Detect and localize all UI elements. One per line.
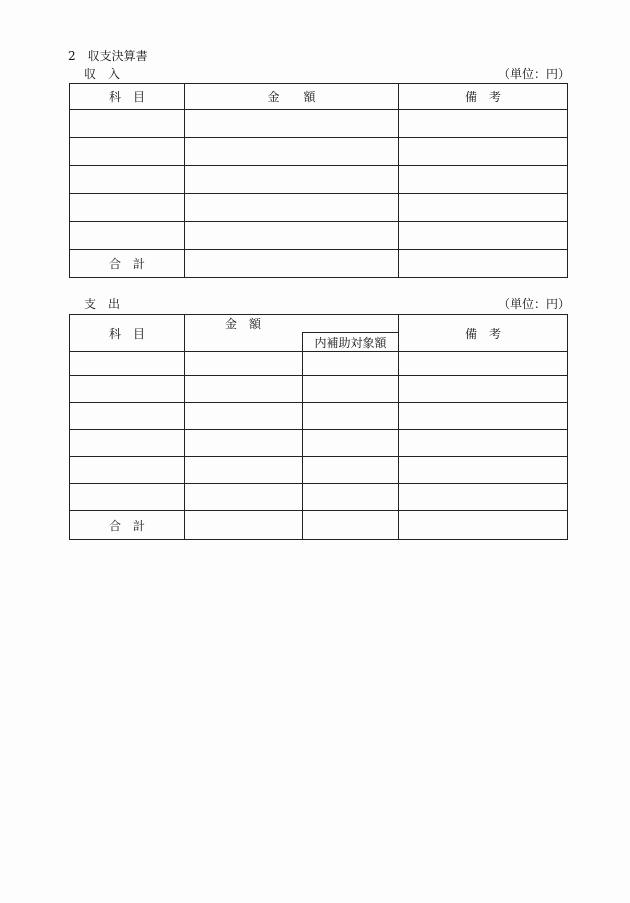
expense-cell-subsidy[interactable] — [303, 352, 399, 376]
expense-cell-amount[interactable] — [185, 430, 303, 457]
expense-unit: （単位：円） — [498, 297, 571, 311]
income-cell-amount[interactable] — [185, 194, 399, 222]
expense-cell-remarks[interactable] — [399, 376, 568, 403]
expense-cell-item[interactable] — [70, 403, 185, 430]
expense-row — [70, 484, 568, 511]
expense-row — [70, 430, 568, 457]
expense-cell-remarks[interactable] — [399, 403, 568, 430]
expense-header-amount-spacer — [185, 333, 303, 352]
income-cell-remarks[interactable] — [399, 194, 568, 222]
expense-cell-amount[interactable] — [185, 457, 303, 484]
expense-row — [70, 457, 568, 484]
expense-total-subsidy[interactable] — [303, 511, 399, 540]
expense-total-label: 合 計 — [70, 511, 185, 540]
expense-row — [70, 376, 568, 403]
income-total-amount[interactable] — [185, 250, 399, 278]
income-cell-remarks[interactable] — [399, 138, 568, 166]
income-cell-amount[interactable] — [185, 166, 399, 194]
expense-cell-remarks[interactable] — [399, 352, 568, 376]
income-header-remarks: 備 考 — [399, 84, 568, 110]
expense-cell-subsidy[interactable] — [303, 457, 399, 484]
expense-label: 支 出 — [84, 297, 121, 311]
income-cell-remarks[interactable] — [399, 110, 568, 138]
expense-cell-item[interactable] — [70, 352, 185, 376]
expense-cell-remarks[interactable] — [399, 430, 568, 457]
expense-total-remarks[interactable] — [399, 511, 568, 540]
income-cell-item[interactable] — [70, 110, 185, 138]
expense-cell-amount[interactable] — [185, 352, 303, 376]
income-cell-item[interactable] — [70, 222, 185, 250]
income-header-row — [70, 84, 568, 110]
income-total-remarks[interactable] — [399, 250, 568, 278]
income-cell-amount[interactable] — [185, 222, 399, 250]
expense-cell-amount[interactable] — [185, 376, 303, 403]
income-row — [70, 222, 568, 250]
expense-cell-subsidy[interactable] — [303, 376, 399, 403]
expense-header-amount: 金 額 — [185, 315, 399, 333]
expense-cell-remarks[interactable] — [399, 457, 568, 484]
income-row — [70, 194, 568, 222]
expense-cell-item[interactable] — [70, 484, 185, 511]
expense-row — [70, 352, 568, 376]
expense-cell-remarks[interactable] — [399, 484, 568, 511]
expense-header-remarks: 備 考 — [399, 315, 568, 352]
income-header-amount: 金 額 — [185, 84, 399, 110]
expense-row — [70, 403, 568, 430]
expense-table — [69, 314, 568, 540]
income-row — [70, 110, 568, 138]
income-total-label: 合 計 — [70, 250, 185, 278]
income-label: 収 入 — [84, 67, 121, 81]
expense-cell-subsidy[interactable] — [303, 430, 399, 457]
expense-header-item: 科 目 — [70, 315, 185, 352]
income-row — [70, 166, 568, 194]
expense-cell-amount[interactable] — [185, 403, 303, 430]
income-cell-remarks[interactable] — [399, 166, 568, 194]
income-unit: （単位：円） — [498, 67, 571, 81]
expense-total-row — [70, 511, 568, 540]
income-table — [69, 83, 568, 278]
income-cell-remarks[interactable] — [399, 222, 568, 250]
expense-cell-item[interactable] — [70, 376, 185, 403]
income-header-item: 科 目 — [70, 84, 185, 110]
income-cell-item[interactable] — [70, 166, 185, 194]
income-cell-amount[interactable] — [185, 138, 399, 166]
income-total-row — [70, 250, 568, 278]
expense-cell-subsidy[interactable] — [303, 403, 399, 430]
expense-header-row-top — [70, 315, 568, 333]
expense-cell-amount[interactable] — [185, 484, 303, 511]
expense-cell-item[interactable] — [70, 457, 185, 484]
income-cell-item[interactable] — [70, 138, 185, 166]
income-cell-item[interactable] — [70, 194, 185, 222]
expense-cell-subsidy[interactable] — [303, 484, 399, 511]
section-title: 2 収支決算書 — [68, 49, 148, 63]
income-row — [70, 138, 568, 166]
income-cell-amount[interactable] — [185, 110, 399, 138]
expense-total-amount[interactable] — [185, 511, 303, 540]
expense-header-subsidy: 内補助対象額 — [303, 333, 399, 352]
expense-cell-item[interactable] — [70, 430, 185, 457]
